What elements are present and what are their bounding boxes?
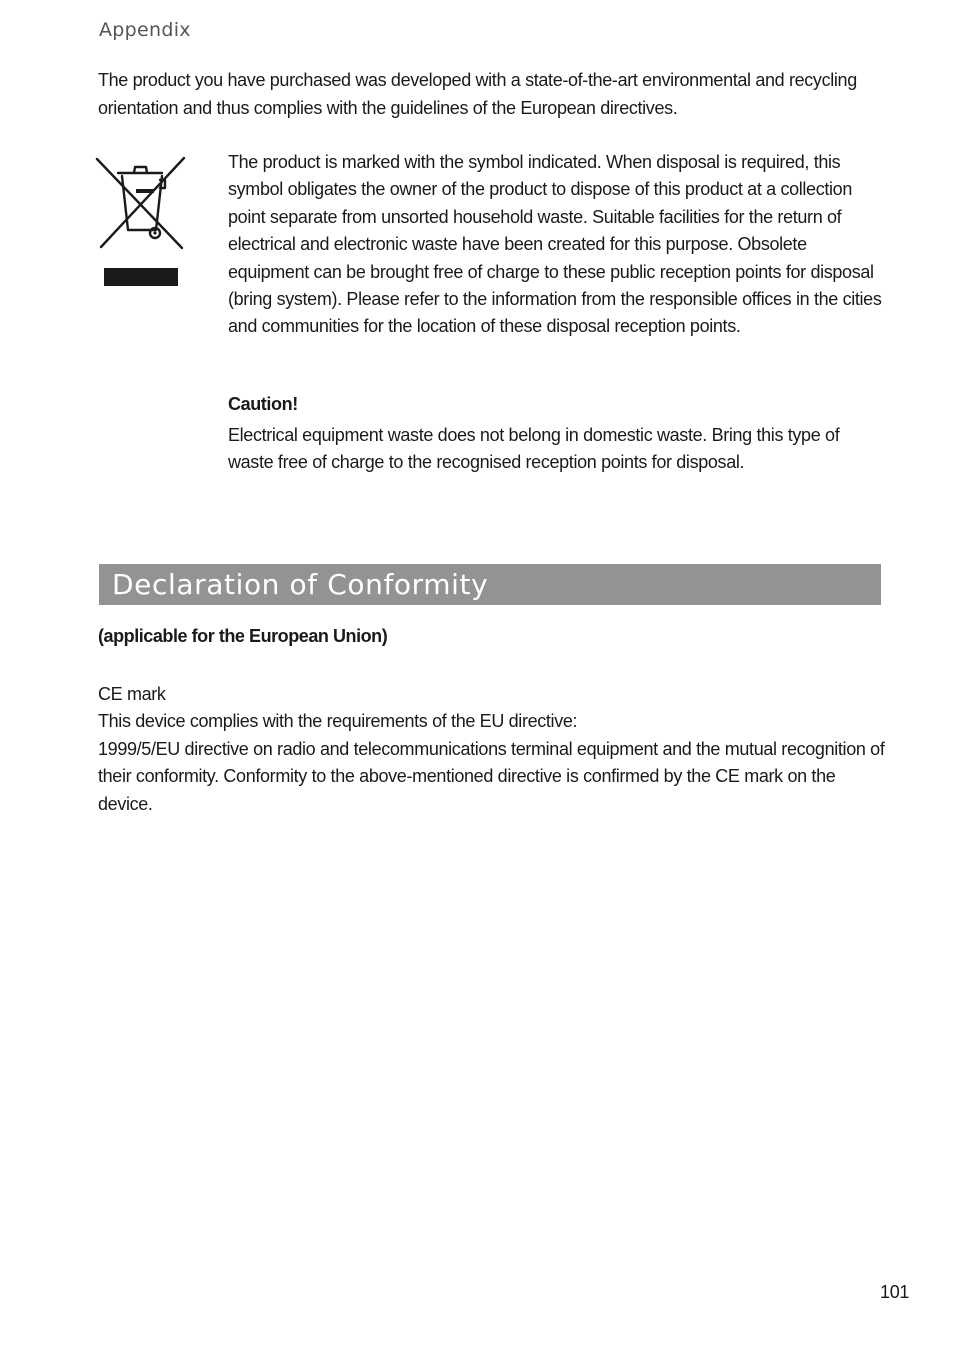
running-head: Appendix [99, 19, 191, 41]
section-heading-bar [99, 564, 881, 605]
caution-paragraph: Electrical equipment waste does not belong in domestic waste. Bring this type of waste free of charge to the recognised reception points for disposal. [228, 425, 840, 473]
section-title: Declaration of Conformity [112, 568, 489, 601]
caution-heading: Caution! [228, 394, 298, 414]
ce-directive-text: 1999/5/EU directive on radio and telecommunications terminal equipment and the mutual recognition of their conformity. Conformity to the above-mentioned directive is confirmed by the CE mark on the device. [98, 738, 885, 814]
ce-mark-label: CE mark [98, 684, 166, 704]
page-number: 101 [880, 1282, 910, 1302]
intro-paragraph: The product you have purchased was developed with a state-of-the-art environmental and recycling orientation and thus complies with the guidelines of the European directives. [98, 70, 857, 118]
crossed-out-wheelie-bin-icon [94, 154, 188, 290]
ce-requirement-text: This device complies with the requirements of the EU directive: [98, 711, 578, 732]
ce-mark-block [98, 681, 888, 818]
applicability-note: (applicable for the European Union) [98, 626, 388, 646]
disposal-paragraph: The product is marked with the symbol indicated. When disposal is required, this symbol obligates the owner of the product to dispose of this product at a collection point separate from unsorted household waste. Suitable facilities for the return of electrical and electronic waste have been created for this purpose. Obsolete equipment can be brought free of charge to these public reception points for disposal (bring system). Please refer to the information from the responsible offices in the cities and communities for the location of these disposal reception points. [228, 152, 882, 337]
